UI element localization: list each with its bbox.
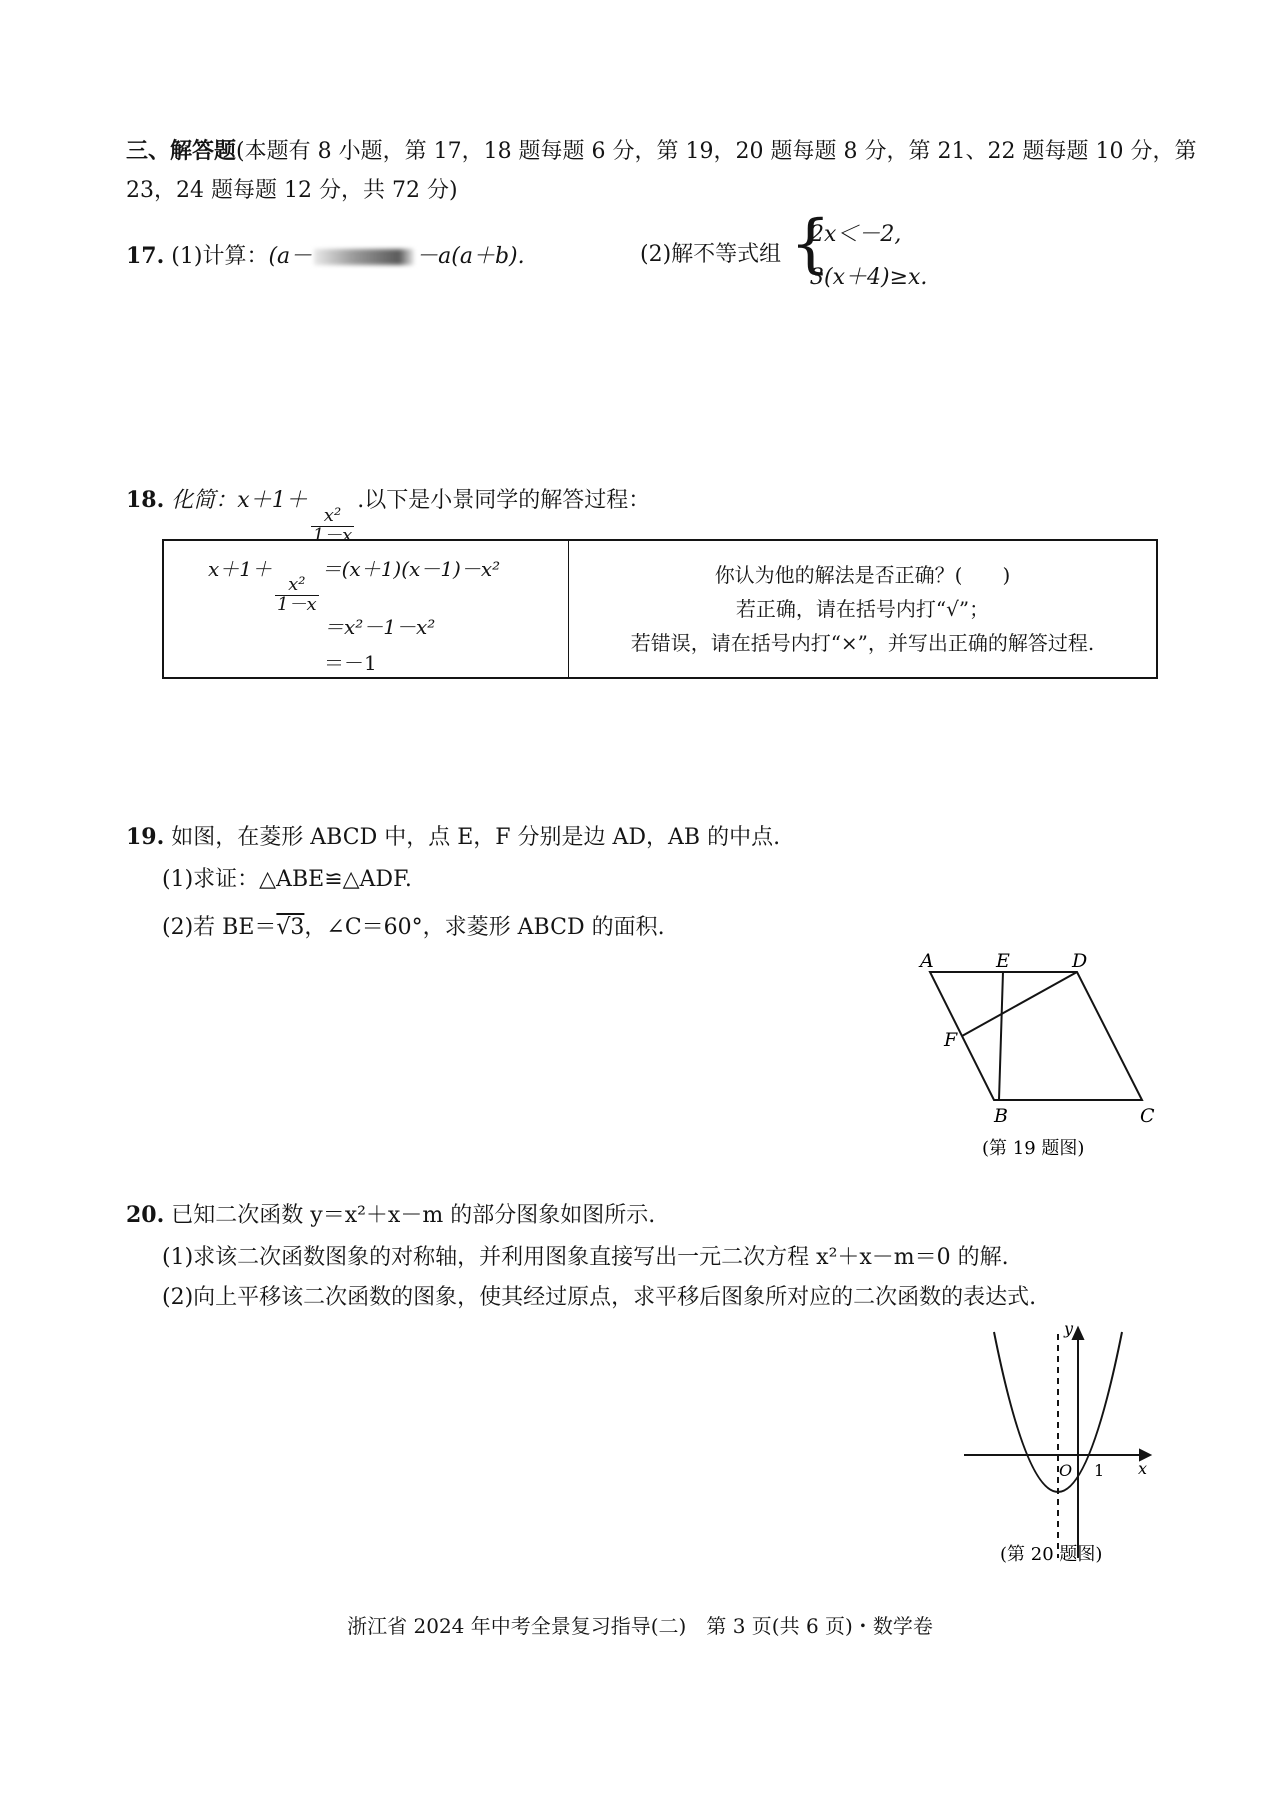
q19-stem: 如图，在菱形 ABCD 中，点 E，F 分别是边 AD，AB 的中点. — [171, 825, 781, 850]
q17-p2-label: (2)解不等式组 — [640, 242, 782, 267]
label-f: F — [944, 1029, 958, 1051]
page-footer: 浙江省 2024 年中考全景复习指导(二) 第 3 页(共 6 页)・数学卷 — [347, 1614, 933, 1638]
q17-p1-expr-a: (a－ — [268, 244, 313, 269]
q17-p1-label: (1)计算： — [171, 244, 269, 269]
q17-p1-expr-b: －a(a＋b). — [416, 244, 525, 269]
q18-number: 18. — [126, 487, 165, 513]
label-x: x — [1138, 1459, 1148, 1478]
q19-part2-b: ，∠C＝60°，求菱形 ABCD 的面积. — [304, 915, 665, 940]
q18-tail: .以下是小景同学的解答过程： — [357, 488, 651, 513]
brace-symbol: { — [790, 207, 831, 281]
label-a: A — [920, 950, 934, 972]
label-c: C — [1140, 1105, 1155, 1127]
sqrt-3: √3 — [276, 915, 305, 940]
q20-caption: (第 20 题图) — [1000, 1544, 1103, 1565]
q19-part1: (1)求证：△ABE≌△ADF. — [162, 867, 412, 892]
q20-part2: (2)向上平移该二次函数的图象，使其经过原点，求平移后图象所对应的二次函数的表达式. — [162, 1285, 1037, 1310]
q18-sol-line1-rhs: ＝(x＋1)(x－1)－x² — [321, 557, 501, 581]
q19-number: 19. — [126, 824, 165, 850]
section-desc-line1: (本题有 8 小题，第 17，18 题每题 6 分，第 19，20 题每题 8 分，第 21、22 题每题 10 分，第 — [236, 139, 1197, 164]
q20-number: 20. — [126, 1202, 165, 1228]
q18-solution-line3: ＝－1 — [324, 651, 377, 675]
q19-part2-a: (2)若 BE＝ — [162, 915, 277, 940]
q17-inequality-2: 3(x＋4)≥x. — [810, 265, 928, 290]
label-y: y — [1064, 1319, 1074, 1338]
label-b: B — [994, 1105, 1008, 1127]
y-axis-arrow — [1073, 1328, 1083, 1339]
q18-judge-line3: 若错误，请在括号内打“×”，并写出正确的解答过程. — [630, 631, 1095, 655]
q18-judge-line2: 若正确，请在括号内打“√”； — [735, 597, 990, 621]
q18-sol-lead: x＋1＋ — [208, 557, 273, 581]
q17-number: 17. — [126, 243, 165, 269]
q19-caption: (第 19 题图) — [982, 1138, 1085, 1159]
q18-judge-line1: 你认为他的解法是否正确？( ) — [714, 563, 1011, 587]
section-title: 三、解答题 — [126, 138, 237, 164]
q18-sol-frac-numerator: x² — [288, 574, 306, 595]
label-e: E — [996, 950, 1010, 972]
q17-inequality-1: 2x＜－2, — [810, 222, 902, 247]
label-origin: O — [1059, 1461, 1073, 1480]
q20-stem: 已知二次函数 y＝x²＋x－m 的部分图象如图所示. — [171, 1203, 656, 1228]
q20-part1: (1)求该二次函数图象的对称轴，并利用图象直接写出一元二次方程 x²＋x－m＝0 的解. — [162, 1245, 1009, 1270]
q18-frac-numerator: x² — [323, 505, 342, 526]
label-d: D — [1072, 950, 1088, 972]
q18-lead: 化简：x＋1＋ — [171, 488, 308, 513]
q18-solution-line2: ＝x²－1－x² — [324, 615, 436, 639]
label-one: 1 — [1094, 1461, 1105, 1480]
q18-frac-denominator: 1－x — [312, 524, 353, 546]
section-desc-line2: 23，24 题每题 12 分，共 72 分) — [126, 178, 458, 203]
q18-sol-frac-denominator: 1－x — [277, 593, 317, 615]
